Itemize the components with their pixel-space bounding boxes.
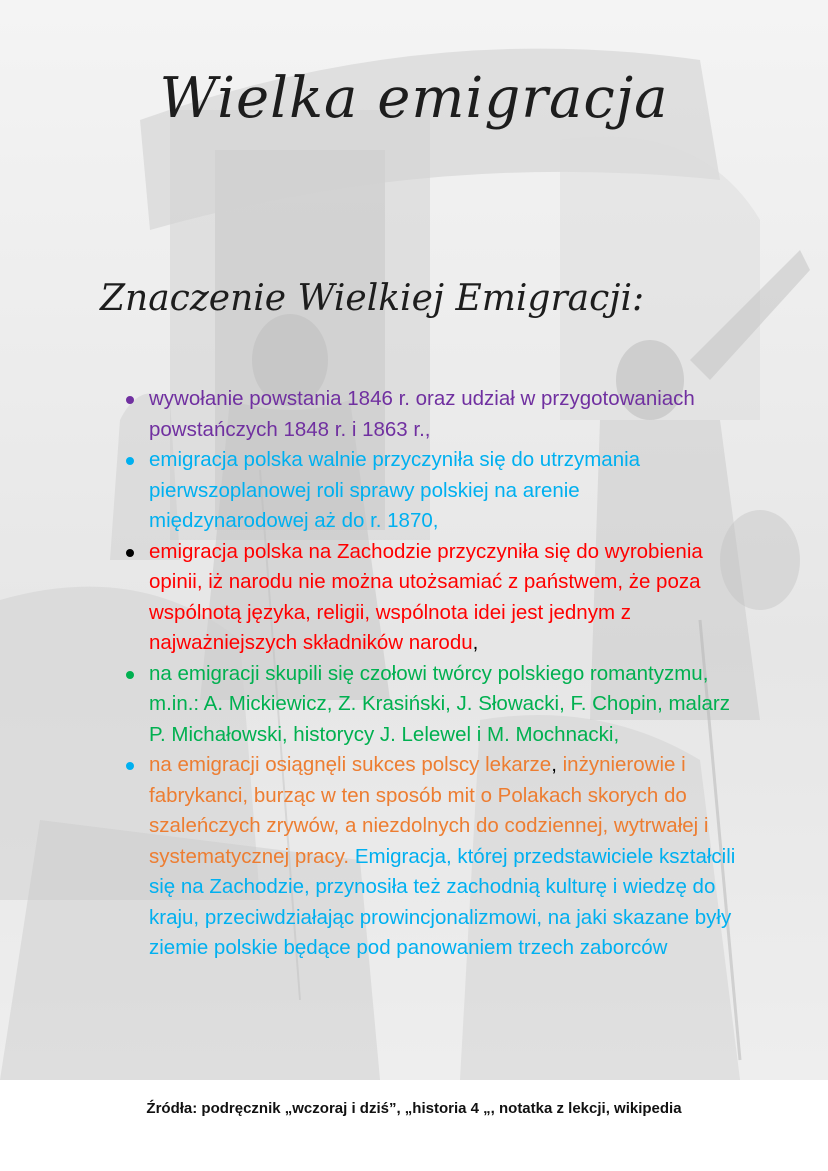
list-item [122, 445, 742, 537]
list-item [122, 537, 742, 659]
list-item-continuation: inżynierowie i fabrykanci, burząc w ten sposób mit o Polakach skorych do szaleńczych zrywów, a niezdolnych do codziennej, wytrwałej i systematycznej pracy. [149, 753, 709, 868]
list-item-text: emigracja polska walnie przyczyniła się do utrzymania pierwszoplanowej roli sprawy polskiej na arenie międzynarodowej aż do r. 1870, [149, 448, 641, 532]
bullet-icon [126, 762, 134, 770]
list-item-tail: , [472, 631, 479, 654]
bullet-icon [126, 549, 134, 557]
list-item [122, 384, 742, 445]
list-item-text: wywołanie powstania 1846 r. oraz udział w przygotowaniach powstańczych 1848 r. i 1863 r., [149, 387, 695, 441]
sources-footer: Źródła: podręcznik „wczoraj i dziś”, „historia 4 „, notatka z lekcji, wikipedia [146, 1100, 682, 1117]
list-item-text: na emigracji osiągnęli sukces polscy lekarze [149, 753, 552, 776]
bullet-icon [126, 396, 134, 404]
page-title: Wielka emigracja [159, 66, 669, 131]
bullet-icon [126, 671, 134, 679]
list-item [122, 750, 742, 964]
section-heading: Znaczenie Wielkiej Emigracji: [100, 278, 645, 319]
bullet-icon [126, 457, 134, 465]
list-item [122, 659, 742, 751]
list-item-tail: , [551, 753, 557, 776]
list-item-text: na emigracji skupili się czołowi twórcy polskiego romantyzmu, m.in.: A. Mickiewicz, Z. Krasiński, J. Słowacki, F. Chopin, malarz P. Michałowski, historycy J. Lelewel i M. Mochnacki, [149, 661, 730, 746]
list-item-text: emigracja polska na Zachodzie przyczyniła się do wyrobienia opinii, iż narodu nie można utożsamiać z państwem, że poza wspólnotą języka, religii, wspólnota idei jest jednym z najważniejszych składników narodu [149, 539, 703, 654]
list-item-extra: Emigracja, której przedstawiciele kształcili się na Zachodzie, przynosiła też zachodnią kulturę i wiedzę do kraju, przeciwdziałając prowincjonalizmowi, na jaki skazane były ziemie polskie będące pod panowaniem trzech zaborców [149, 844, 736, 959]
significance-list [122, 384, 742, 964]
